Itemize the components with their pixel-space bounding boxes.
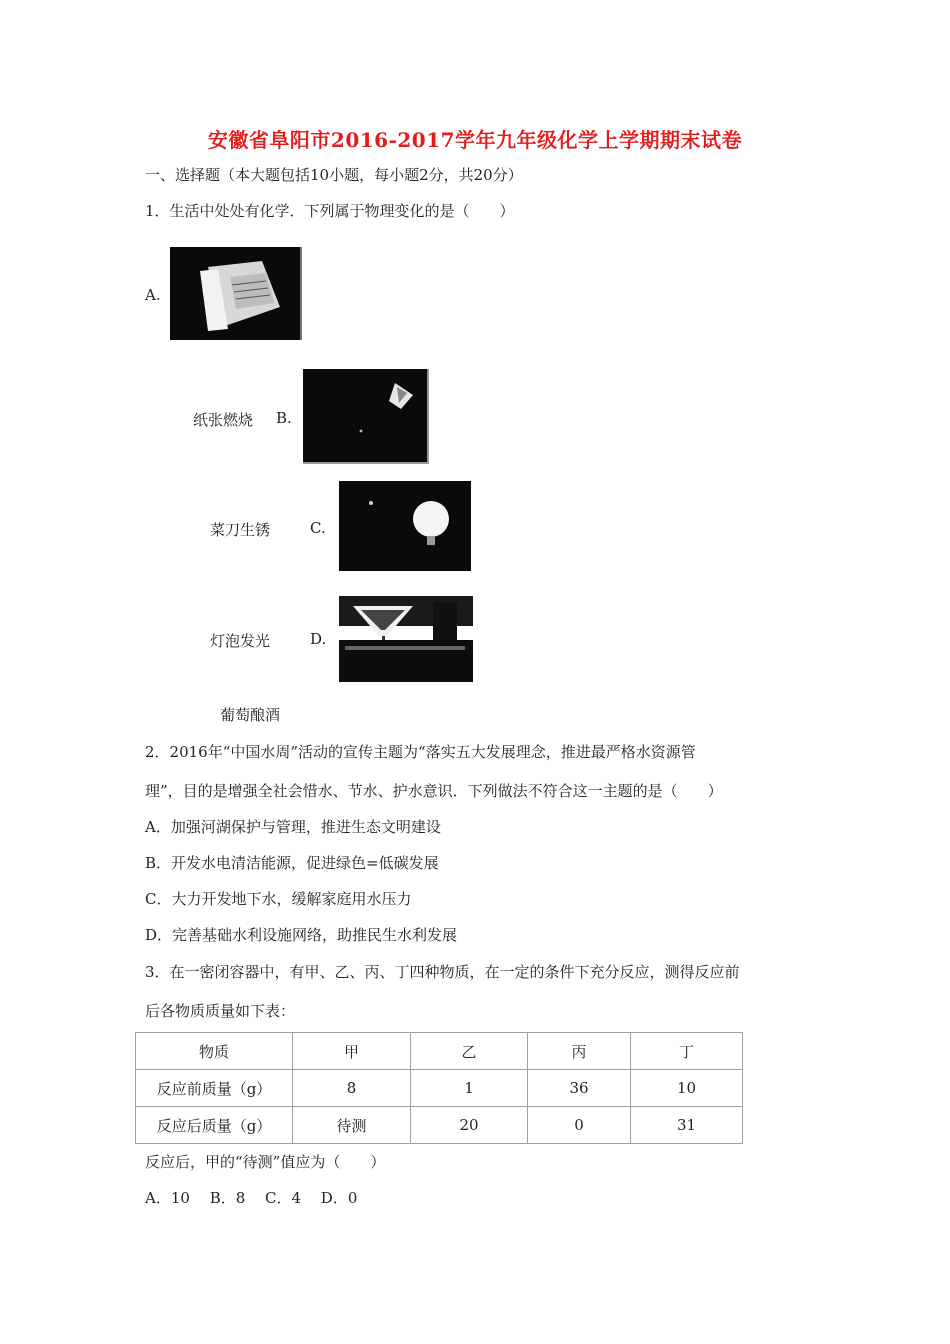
question-2-stem-line1: 2．2016年“中国水周”活动的宣传主题为“落实五大发展理念，推进最严格水资源管 — [145, 743, 696, 761]
question-2-option-b: B．开发水电清洁能源，促进绿色=低碳发展 — [145, 854, 439, 872]
table-header-cell: 丁 — [631, 1033, 743, 1070]
table-cell: 1 — [411, 1070, 528, 1107]
table-header-row — [136, 1033, 743, 1070]
table-cell: 反应前质量（g） — [136, 1070, 293, 1107]
table-cell: 0 — [528, 1107, 631, 1144]
option-a-caption: 纸张燃烧 — [193, 411, 254, 429]
question-3-options: A．10 B．8 C．4 D．0 — [145, 1189, 358, 1207]
table-cell: 10 — [631, 1070, 743, 1107]
burning-paper-photo-icon — [170, 247, 302, 340]
table-cell: 31 — [631, 1107, 743, 1144]
wine-photo-icon — [339, 596, 473, 682]
table-cell: 36 — [528, 1070, 631, 1107]
light-bulb-photo-icon — [339, 481, 471, 571]
option-c-caption: 灯泡发光 — [210, 632, 271, 650]
table-header-cell: 甲 — [293, 1033, 411, 1070]
option-b-label: B. — [276, 409, 292, 427]
question-2-stem-line2: 理”，目的是增强全社会惜水、节水、护水意识．下列做法不符合这一主题的是（ ） — [145, 782, 723, 800]
table-cell: 待测 — [293, 1107, 411, 1144]
option-d-caption: 葡萄酿酒 — [220, 706, 281, 724]
page-title: 安徽省阜阳市2016-2017学年九年级化学上学期期末试卷 — [207, 128, 743, 152]
option-d-label: D. — [310, 630, 327, 648]
question-3-stem-line2: 后各物质质量如下表： — [145, 1002, 296, 1020]
question-3-ask: 反应后，甲的“待测”值应为（ ） — [145, 1153, 386, 1171]
question-1-stem: 1．生活中处处有化学．下列属于物理变化的是（ ） — [145, 202, 515, 220]
table-row — [136, 1070, 743, 1107]
question-2-option-d: D．完善基础水利设施网络，助推民生水利发展 — [145, 926, 458, 944]
option-c-label: C. — [310, 519, 326, 537]
mass-table — [135, 1032, 743, 1144]
rusty-knife-photo-icon — [303, 369, 429, 464]
table-row — [136, 1107, 743, 1144]
table-cell: 20 — [411, 1107, 528, 1144]
table-header-cell: 物质 — [136, 1033, 293, 1070]
option-a-label: A. — [145, 286, 161, 304]
option-b-caption: 菜刀生锈 — [210, 521, 271, 539]
table-header-cell: 丙 — [528, 1033, 631, 1070]
question-3-stem-line1: 3．在一密闭容器中，有甲、乙、丙、丁四种物质，在一定的条件下充分反应，测得反应前 — [145, 963, 740, 981]
table-header-cell: 乙 — [411, 1033, 528, 1070]
table-cell: 8 — [293, 1070, 411, 1107]
question-2-option-c: C．大力开发地下水，缓解家庭用水压力 — [145, 890, 412, 908]
table-cell: 反应后质量（g） — [136, 1107, 293, 1144]
question-2-option-a: A．加强河湖保护与管理，推进生态文明建设 — [145, 818, 441, 836]
section-heading: 一、选择题（本大题包括10小题，每小题2分，共20分） — [145, 166, 523, 184]
